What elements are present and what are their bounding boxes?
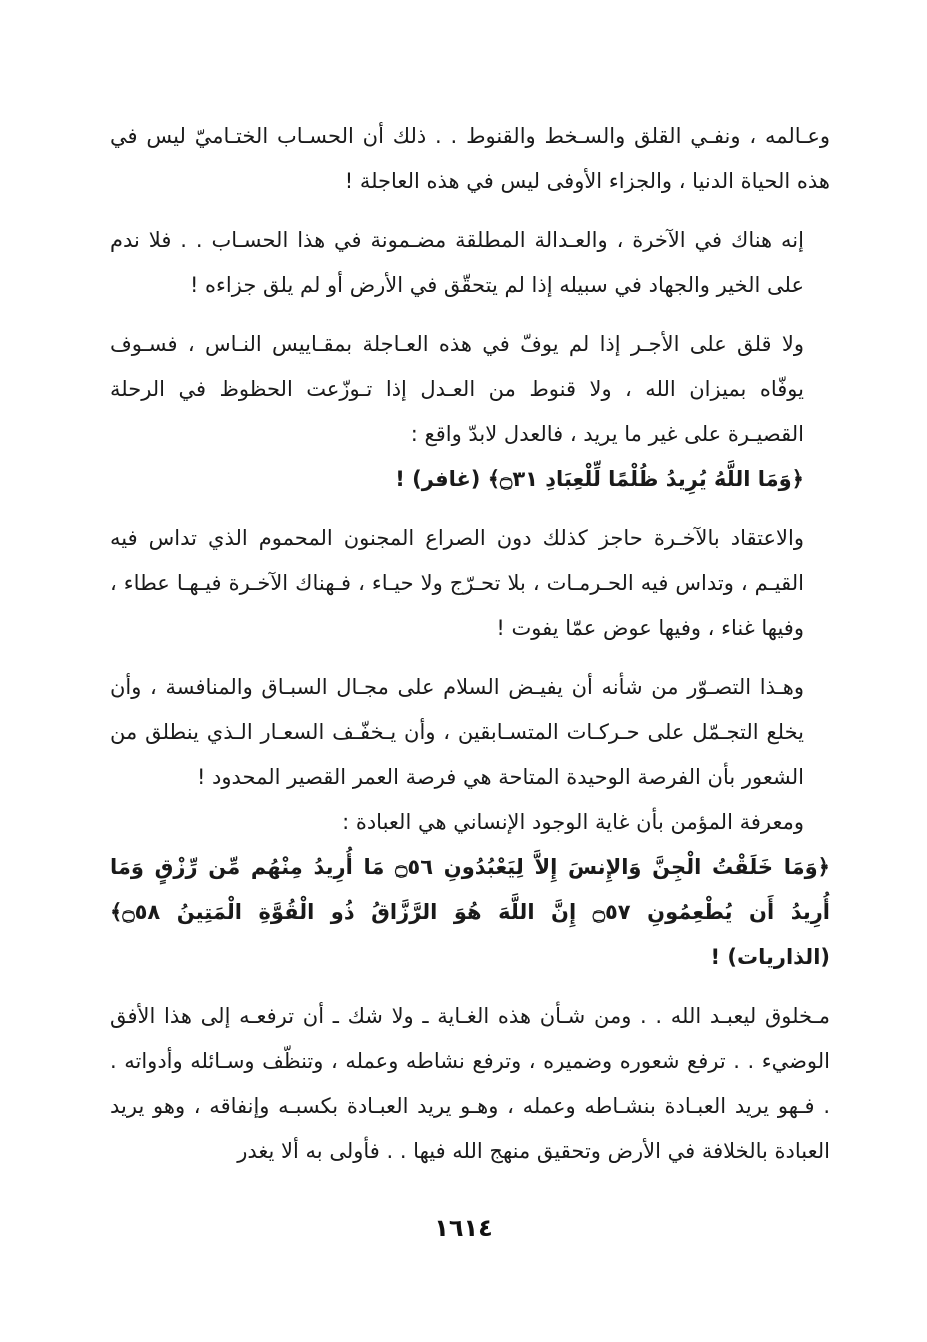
- page-number: ١٦١٤: [434, 1214, 493, 1242]
- paragraph: ومعرفة المؤمن بأن غاية الوجود الإنساني هي العبادة :: [342, 810, 804, 834]
- paragraph: إنه هناك في الآخرة ، والعـدالة المطلقة مضـمونة في هذا الحسـاب . . فلا ندم على الخير والجهاد في سبيله إذا لم يتحقّق في الأرض أو لم يلق جزاءه !: [110, 228, 804, 297]
- quran-verse: ﴿وَمَا اللَّهُ يُرِيدُ ظُلْمًا لِّلْعِبَادِ ۝٣١﴾ (غافر) !: [395, 467, 804, 491]
- quran-verse: ﴿وَمَا خَلَقْتُ الْجِنَّ وَالإِنسَ إِلاَّ لِيَعْبُدُونِ ۝٥٦ مَا أُرِيدُ مِنْهُم مِّن رِّزْقٍ وَمَا أُرِيدُ أَن يُطْعِمُونِ ۝٥٧ إِنَّ اللَّهَ هُوَ الرَّزَّاقُ ذُو الْقُوَّةِ الْمَتِينُ ۝٥٨﴾ (الذاريات) !: [110, 855, 830, 969]
- paragraph: وهـذا التصـوّر من شأنه أن يفيـض السلام على مجـال السبـاق والمنافسة ، وأن يخلع التجـمّل على حـركـات المتسـابقين ، وأن يـخفّـف السعـار الـذي ينطلق من الشعور بأن الفرصة الوحيدة المتاحة هي فرصة العمر القصير المحدود !: [110, 675, 804, 789]
- paragraph: ولا قلق على الأجـر إذا لم يوفّ في هذه العـاجلة بمقـاييس النـاس ، فسـوف يوفّاه بميزان الله ، ولا قنوط من العـدل إذا تـوزّعت الحظوظ في الرحلة القصيـرة على غير ما يريد ، فالعدل لابدّ واقع :: [110, 332, 804, 446]
- paragraph: وعـالمه ، ونفـي القلق والسـخط والقنوط . . ذلك أن الحسـاب الختـاميّ ليس في هذه الحياة الدنيا ، والجزاء الأوفى ليس في هذه العاجلة !: [110, 124, 830, 193]
- paragraph: والاعتقاد بالآخـرة حاجز كذلك دون الصراع المجنون المحموم الذي تداس فيه القيـم ، وتداس فيه الحـرمـات ، بلا تحـرّج ولا حيـاء ، فـهناك الآخـرة فيـهـا عطاء ، وفيها غناء ، وفيها عوض عمّا يفوت !: [110, 526, 804, 640]
- body-text: [110, 114, 830, 1174]
- paragraph: مـخلوق ليعبـد الله . . ومن شـأن هذه الغـاية ـ ولا شك ـ أن ترفعـه إلى هذا الأفق الوضيء . . ترفع شعوره وضميره ، وترفع نشاطه وعمله ، وتنظّف وسـائله وأدواته . . فـهو يريد العبـادة بنشـاطه وعمله ، وهـو يريد العبـادة بكسبـه وإنفاقه ، وهو يريد العبادة بالخلافة في الأرض وتحقيق منهج الله فيها . . فأولى به ألا يغدر: [110, 1004, 830, 1163]
